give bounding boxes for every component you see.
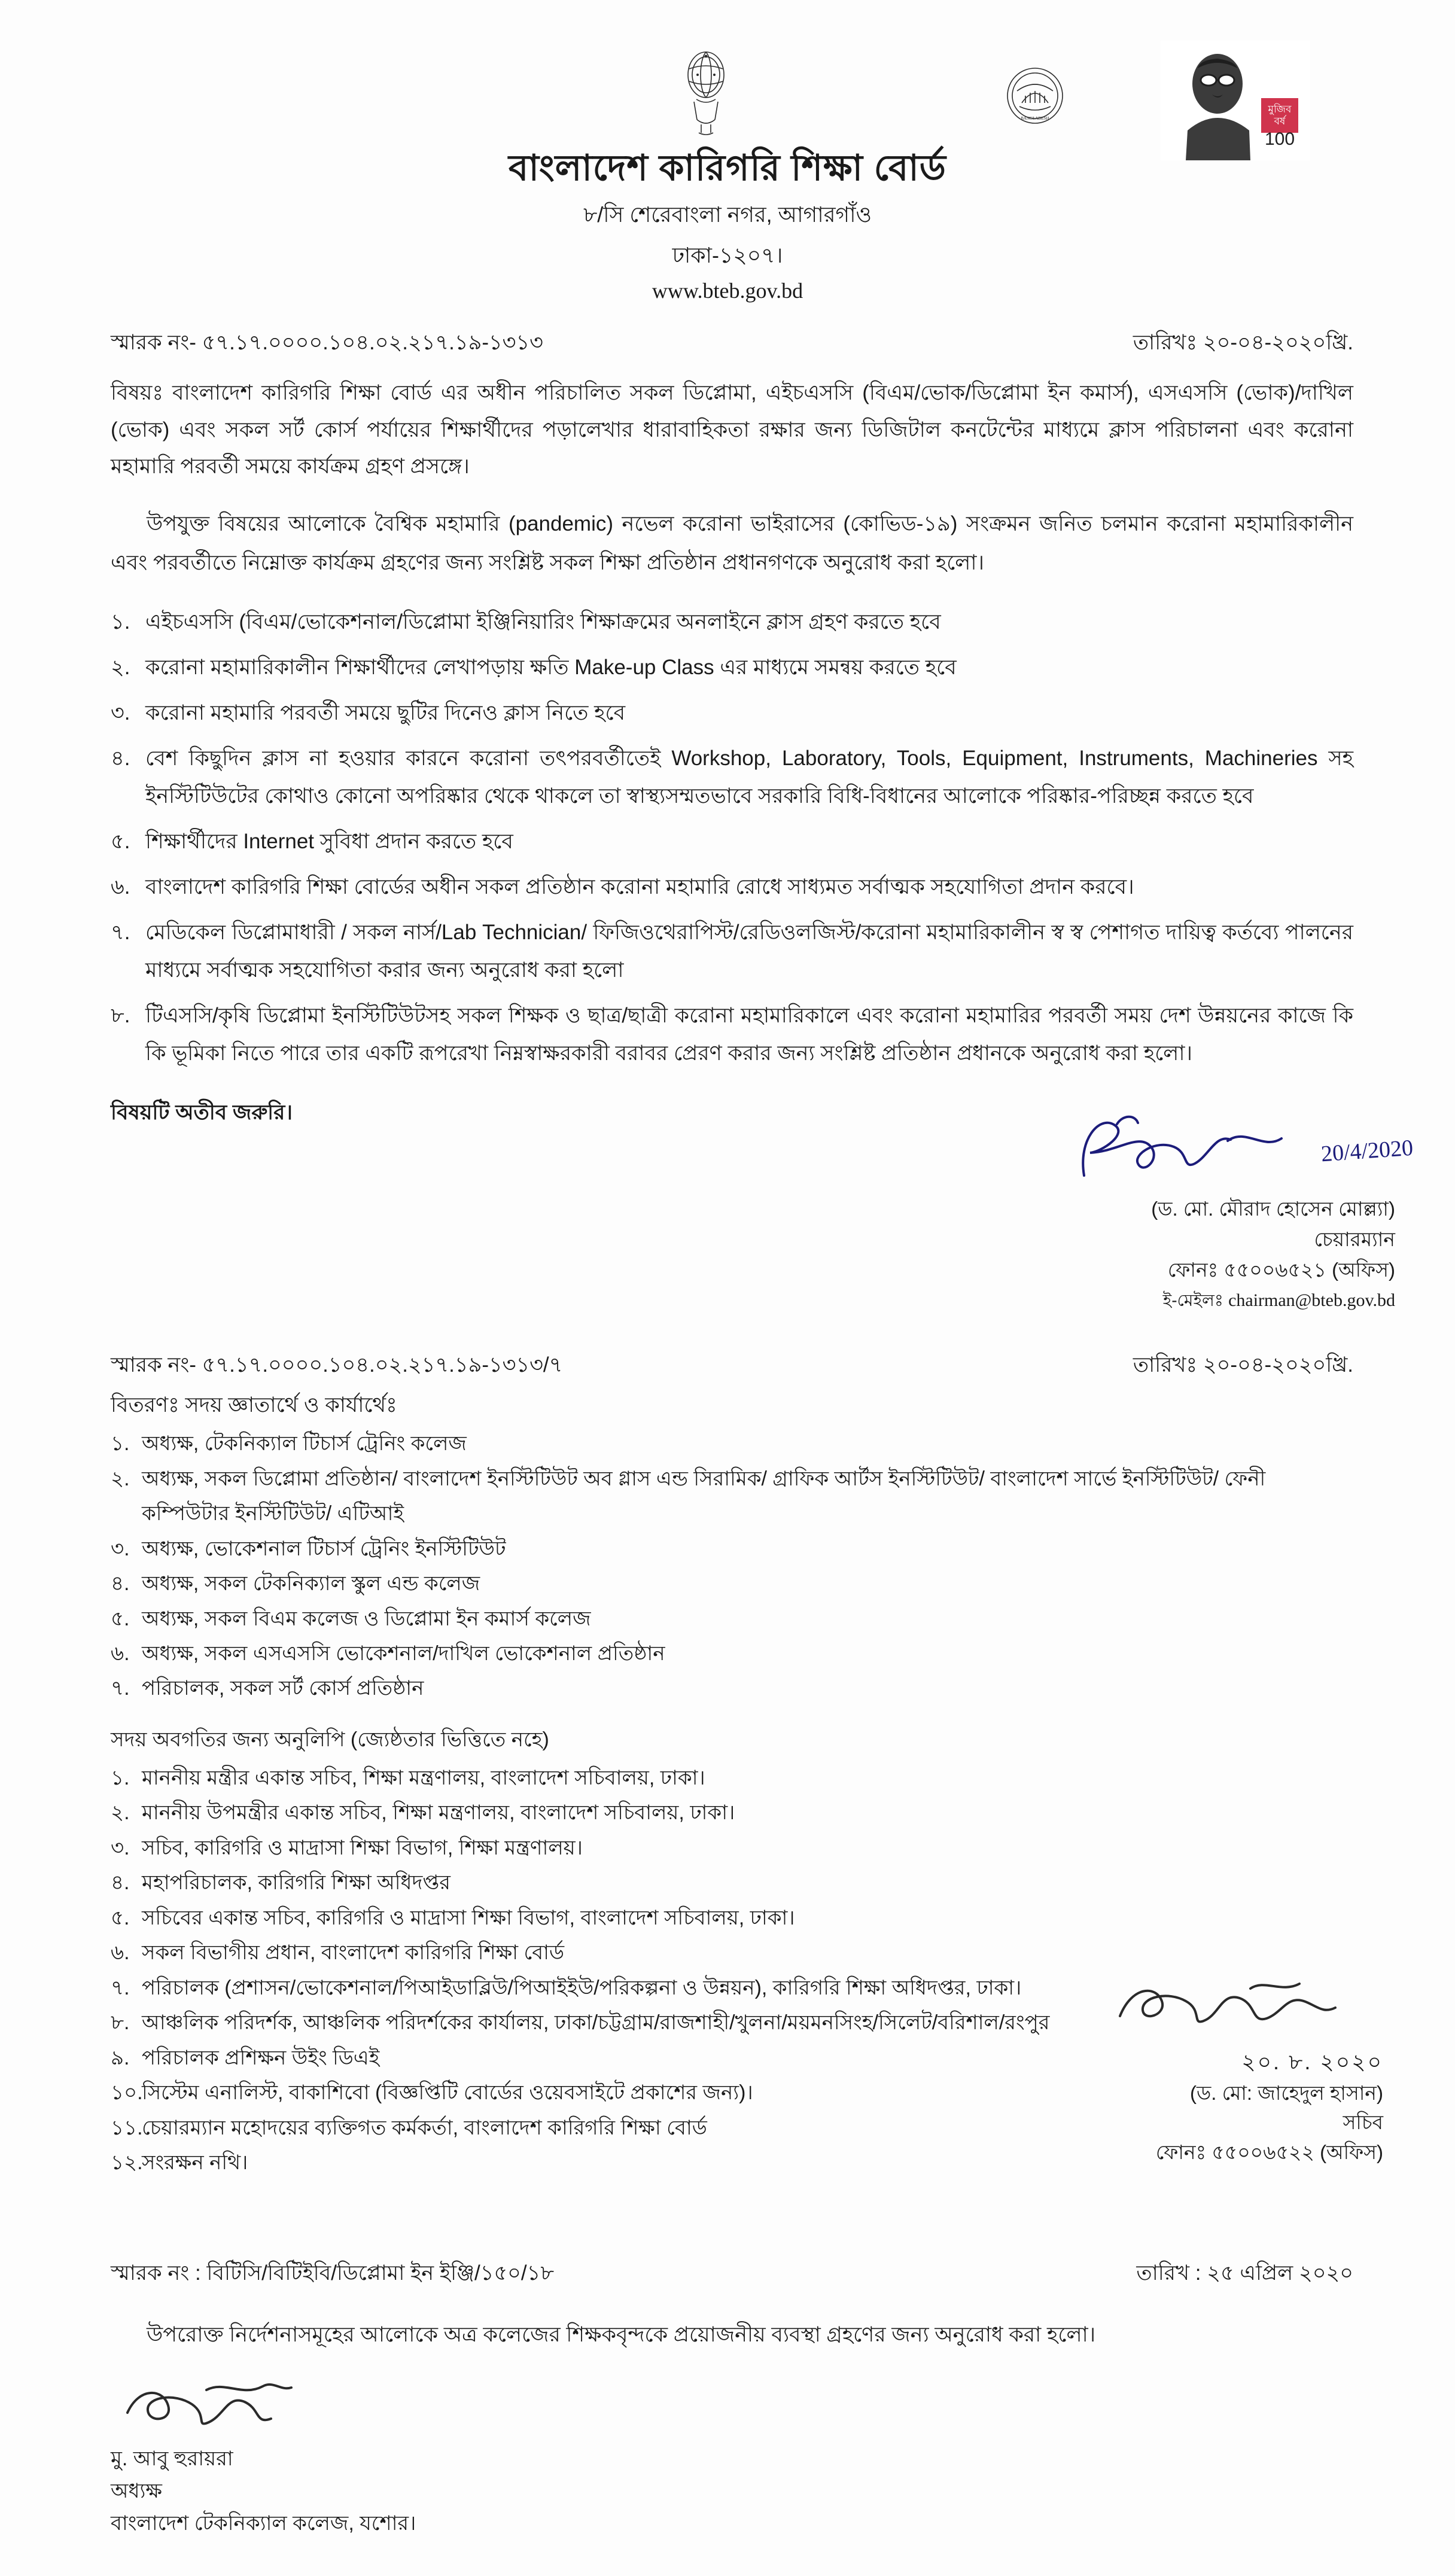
list-item-text: বেশ কিছুদিন ক্লাস না হওয়ার কারনে করোনা তৎপরবর্তীতেই Workshop, Laboratory, Tools, Equipment, Instruments, Machineries সহ ইনস্টিটিউটের কোথাও কোনো অপরিষ্কার থেকে থাকলে তা স্বাস্থ্যসম্মতভাবে সরকারি বিধি-বিধানের আলোকে পরিষ্কার-পরিচ্ছন্ন করতে হবে: [145, 746, 1353, 808]
list-item-number: ৯.: [111, 2046, 130, 2069]
list-item-number: ১২.: [111, 2151, 143, 2175]
list-item-number: ৬.: [111, 875, 130, 899]
memo-row-secondary: [0, 1316, 1455, 1384]
list-item-number: ৪.: [111, 1871, 130, 1895]
list-item-number: ১.: [111, 610, 130, 634]
svg-text:BANGLADESH: BANGLADESH: [1021, 116, 1049, 121]
closing-note: উপরোক্ত নির্দেশনাসমূহের আলোকে অত্র কলেজের শিক্ষকবৃন্দকে প্রয়োজনীয় ব্যবস্থা গ্রহণের জন্য অনুরোধ করা হলো।: [147, 2323, 1096, 2347]
list-item-text: করোনা মহামারি পরবর্তী সময়ে ছুটির দিনেও ক্লাস নিতে হবে: [145, 701, 626, 724]
principal-designation: অধ্যক্ষ: [111, 2479, 162, 2502]
chairman-email[interactable]: chairman@bteb.gov.bd: [1228, 1290, 1395, 1311]
list-item: [111, 1461, 1353, 1531]
list-item-text: মাননীয় উপমন্ত্রীর একান্ত সচিব, শিক্ষা মন্ত্রণালয়, বাংলাদেশ সচিবালয়, ঢাকা।: [142, 1801, 735, 1825]
chairman-signature-icon: [0, 1128, 1395, 1193]
svg-text:বর্ষ: বর্ষ: [1274, 115, 1286, 127]
list-item-text: মেডিকেল ডিপ্লোমাধারী / সকল নার্স/Lab Technician/ ফিজিওথেরাপিস্ট/রেডিওলজিস্ট/করোনা মহামারিকালীন স্ব স্ব পেশাগত দায়িত্ব কর্তব্যে পালনের মাধ্যমে সর্বাত্মক সহযোগিতা করার জন্য অনুরোধ করা হলো: [145, 920, 1353, 982]
secretary-phone: ফোনঃ ৫৫০০৬৫২২ (অফিস): [1155, 2140, 1383, 2163]
secretary-name: (ড. মো: জাহেদুল হাসান): [1190, 2081, 1383, 2104]
memo-row-college: [0, 2167, 1455, 2292]
urgency-note: বিষয়টি অতীব জরুরি।: [111, 1100, 293, 1124]
list-item: [111, 739, 1353, 815]
distribution-list: [111, 1426, 1353, 1706]
principal-name: মু. আবু হুরায়রা: [111, 2447, 233, 2470]
list-item-text: আঞ্চলিক পরিদর্শক, আঞ্চলিক পরিদর্শকের কার্যালয়, ঢাকা/চট্টগ্রাম/রাজশাহী/খুলনা/ময়মনসিংহ/সিলেট/বরিশাল/রংপুর: [142, 2011, 1050, 2035]
page-bottom-spacer: [0, 2540, 1455, 2576]
list-item: [111, 1531, 1353, 1566]
principal-institute: বাংলাদেশ টেকনিক্যাল কলেজ, যশোর।: [111, 2512, 416, 2535]
list-item-number: ৫.: [111, 1906, 130, 1929]
memo-number-college: স্মারক নং : বিটিসি/বিটিইবি/ডিপ্লোমা ইন ইঞ্জি/১৫০/১৮: [111, 2261, 555, 2285]
list-item-number: ৭.: [111, 1677, 130, 1700]
list-item-text: করোনা মহামারিকালীন শিক্ষার্থীদের লেখাপড়ায় ক্ষতি Make-up Class এর মাধ্যমে সমন্বয় করতে হবে: [145, 655, 957, 679]
list-item-text: সংরক্ষন নথি।: [142, 2151, 248, 2175]
principal-signature-block: [0, 2353, 1455, 2540]
organization-name: বাংলাদেশ কারিগরি শিক্ষা বোর্ড: [509, 148, 946, 188]
chairman-handwritten-date: 20/4/2020: [1320, 1135, 1414, 1167]
list-item: [111, 1636, 1353, 1671]
list-item-number: ৭.: [111, 920, 130, 944]
list-item: [111, 1935, 1353, 1970]
list-item-text: পরিচালক প্রশিক্ষন উইং ডিএই: [142, 2046, 380, 2069]
principal-details: [111, 2443, 1455, 2540]
list-item-text: অধ্যক্ষ, টেকনিক্যাল টিচার্স ট্রেনিং কলেজ: [142, 1432, 467, 1456]
list-item-number: ১০.: [111, 2081, 143, 2105]
organization-website[interactable]: www.bteb.gov.bd: [652, 279, 803, 303]
list-item-number: ৬.: [111, 1941, 130, 1965]
list-item: [111, 1426, 1353, 1461]
list-item-text: এইচএসসি (বিএম/ভোকেশনাল/ডিপ্লোমা ইঞ্জিনিয়ারিং শিক্ষাক্রমের অনলাইনে ক্লাস গ্রহণ করতে হবে: [145, 610, 941, 634]
document-header: [0, 24, 1455, 303]
memo-date-secondary: তারিখঃ ২০-০৪-২০২০খ্রি.: [1133, 1353, 1353, 1377]
list-item-text: শিক্ষার্থীদের Internet সুবিধা প্রদান করতে হবে: [145, 829, 513, 853]
list-item: [111, 694, 1353, 732]
list-item: [111, 1566, 1353, 1601]
secretary-signature-icon: [0, 1983, 1383, 2046]
list-item: [111, 1865, 1353, 1900]
list-item-text: চেয়ারম্যান মহোদয়ের ব্যক্তিগত কর্মকর্তা, বাংলাদেশ কারিগরি শিক্ষা বোর্ড: [142, 2116, 707, 2139]
list-item: [111, 1601, 1353, 1636]
list-item-text: মহাপরিচালক, কারিগরি শিক্ষা অধিদপ্তর: [142, 1871, 450, 1895]
list-item-text: টিএসসি/কৃষি ডিপ্লোমা ইনস্টিটিউটসহ সকল শিক্ষক ও ছাত্র/ছাত্রী করোনা মহামারিকালে এবং করোনা মহামারির পরবর্তী সময় দেশ উন্নয়নের কাজে কি কি ভূমিকা নিতে পারে তার একটি রূপরেখা নিম্নস্বাক্ষরকারী বরাবর প্রেরণ করার জন্য সংশ্লিষ্ট প্রতিষ্ঠান প্রধানকে অনুরোধ করা হলো।: [145, 1003, 1353, 1065]
list-item-text: অধ্যক্ষ, ভোকেশনাল টিচার্স ট্রেনিং ইনস্টিটিউট: [142, 1537, 506, 1560]
list-item: [111, 603, 1353, 641]
document-body: [0, 374, 1455, 1131]
list-item: [111, 1901, 1353, 1935]
memo-row-primary: [0, 303, 1455, 361]
list-item: [111, 1795, 1353, 1830]
chairman-phone: ফোনঃ ৫৫০০৬৫২১ (অফিস): [1167, 1258, 1395, 1281]
list-item-number: ২.: [111, 1467, 130, 1490]
list-item-number: ৩.: [111, 1836, 130, 1859]
list-item-number: ২.: [111, 655, 130, 679]
chairman-name: (ড. মো. মৌরাদ হোসেন মোল্ল্যা): [1151, 1197, 1395, 1220]
list-item-number: ৫.: [111, 1607, 130, 1630]
list-item-number: ৩.: [111, 1537, 130, 1560]
memo-date-college: তারিখ : ২৫ এপ্রিল ২০২০: [1136, 2261, 1353, 2285]
list-item-text: বাংলাদেশ কারিগরি শিক্ষা বোর্ডের অধীন সকল প্রতিষ্ঠান করোনা মহামারি রোধে সাধ্যমত সর্বাত্মক সহযোগিতা প্রদান করবে।: [145, 875, 1134, 899]
list-item-number: ৩.: [111, 701, 130, 724]
principal-signature-icon: [111, 2371, 1455, 2443]
list-item-text: সিস্টেম এনালিস্ট, বাকাশিবো (বিজ্ঞপ্তিটি বোর্ডের ওয়েবসাইটে প্রকাশের জন্য)।: [142, 2081, 753, 2105]
intro-paragraph: উপযুক্ত বিষয়ের আলোকে বৈশ্বিক মহামারি (pandemic) নভেল করোনা ভাইরাসের (কোভিড-১৯) সংক্রমন জনিত চলমান করোনা মহামারিকালীন এবং পরবর্তীতে নিম্নোক্ত কার্যক্রম গ্রহণের জন্য সংশ্লিষ্ট সকল শিক্ষা প্রতিষ্ঠান প্রধানগণকে অনুরোধ করা হলো।: [111, 512, 1353, 574]
secretary-designation: সচিব: [1343, 2111, 1383, 2134]
secretary-handwritten-date: ২০. ৮. ২০২০: [1241, 2049, 1383, 2074]
list-item-number: ৬.: [111, 1642, 130, 1665]
list-item-number: ১১.: [111, 2116, 143, 2139]
svg-text:মুজিব: মুজিব: [1268, 103, 1292, 115]
memo-number-primary: স্মারক নং- ৫৭.১৭.০০০০.১০৪.০২.২১৭.১৯-১৩১৩: [111, 331, 543, 355]
list-item: [111, 648, 1353, 686]
list-item-text: অধ্যক্ষ, সকল বিএম কলেজ ও ডিপ্লোমা ইন কমার্স কলেজ: [142, 1607, 591, 1630]
list-item: [111, 997, 1353, 1072]
list-item: [111, 823, 1353, 860]
list-item: [111, 1831, 1353, 1865]
svg-text:100: 100: [1264, 129, 1295, 149]
instruction-list: [111, 603, 1353, 1072]
govt-bangladesh-seal-icon: [999, 60, 1071, 132]
subject-line: বিষয়ঃ বাংলাদেশ কারিগরি শিক্ষা বোর্ড এর অধীন পরিচালিত সকল ডিপ্লোমা, এইচএসসি (বিএম/ভোক/ডিপ্লোমা ইন কমার্স), এসএসসি (ভোক)/দাখিল (ভোক) এবং সকল সর্ট কোর্স পর্যায়ের শিক্ষার্থীদের পড়ালেখার ধারাবাহিকতা রক্ষার জন্য ডিজিটাল কনটেন্টের মাধ্যমে ক্লাস পরিচালনা এবং করোনা মহামারি পরবর্তী সময়ে কার্যক্রম গ্রহণ প্রসঙ্গে।: [111, 381, 1353, 478]
bteb-monogram-seal-icon: [670, 42, 742, 138]
copies-heading: সদয় অবগতির জন্য অনুলিপি (জ্যেষ্ঠতার ভিত্তিতে নহে): [111, 1728, 549, 1751]
list-item-number: ৫.: [111, 829, 130, 853]
list-item-text: পরিচালক, সকল সর্ট কোর্স প্রতিষ্ঠান: [142, 1677, 424, 1700]
list-item-text: সচিবের একান্ত সচিব, কারিগরি ও মাদ্রাসা শিক্ষা বিভাগ, বাংলাদেশ সচিবালয়, ঢাকা।: [142, 1906, 795, 1929]
list-item: [111, 914, 1353, 989]
list-item-number: ৭.: [111, 1976, 130, 1999]
list-item-number: ৪.: [111, 1572, 130, 1595]
organization-address-line-1: ৮/সি শেরেবাংলা নগর, আগারগাঁও: [583, 202, 872, 227]
list-item: [111, 868, 1353, 906]
distribution-heading: বিতরণঃ সদয় জ্ঞাতার্থে ও কার্যার্থেঃ: [111, 1393, 397, 1417]
list-item-number: ১.: [111, 1432, 130, 1456]
chairman-email-label: ই-মেইলঃ: [1162, 1291, 1223, 1310]
list-item-text: সকল বিভাগীয় প্রধান, বাংলাদেশ কারিগরি শিক্ষা বোর্ড: [142, 1941, 565, 1965]
list-item-text: অধ্যক্ষ, সকল ডিপ্লোমা প্রতিষ্ঠান/ বাংলাদেশ ইনস্টিটিউট অব গ্লাস এন্ড সিরামিক/ গ্রাফিক আর্টস ইনস্টিটিউট/ বাংলাদেশ সার্ভে ইনস্টিটিউট/ ফেনী কম্পিউটার ইনস্টিটিউট/ এটিআই: [142, 1467, 1266, 1525]
list-item-text: অধ্যক্ষ, সকল টেকনিক্যাল স্কুল এন্ড কলেজ: [142, 1572, 480, 1595]
chairman-designation: চেয়ারম্যান: [1314, 1228, 1395, 1250]
list-item-text: পরিচালক (প্রশাসন/ভোকেশনাল/পিআইডাব্লিউ/পিআইইউ/পরিকল্পনা ও উন্নয়ন), কারিগরি শিক্ষা অধিদপ্তর, ঢাকা।: [142, 1976, 1022, 1999]
list-item-number: ১.: [111, 1766, 130, 1789]
list-item: [111, 1761, 1353, 1795]
list-item-number: ৮.: [111, 1003, 130, 1027]
list-item-text: মাননীয় মন্ত্রীর একান্ত সচিব, শিক্ষা মন্ত্রণালয়, বাংলাদেশ সচিবালয়, ঢাকা।: [142, 1766, 705, 1789]
list-item-text: সচিব, কারিগরি ও মাদ্রাসা শিক্ষা বিভাগ, শিক্ষা মন্ত্রণালয়।: [142, 1836, 583, 1859]
mujib-borsho-logo-icon: [1161, 41, 1310, 160]
memo-date-primary: তারিখঃ ২০-০৪-২০২০খ্রি.: [1133, 331, 1353, 355]
list-item-number: ৪.: [111, 746, 130, 770]
organization-address-line-2: ঢাকা-১২০৭।: [672, 243, 783, 268]
chairman-signature-block: [0, 1128, 1455, 1316]
list-item-number: ২.: [111, 1801, 130, 1825]
chairman-email-row: [0, 1285, 1395, 1316]
memo-number-secondary: স্মারক নং- ৫৭.১৭.০০০০.১০৪.০২.২১৭.১৯-১৩১৩/৭: [111, 1353, 563, 1377]
list-item-text: অধ্যক্ষ, সকল এসএসসি ভোকেশনাল/দাখিল ভোকেশনাল প্রতিষ্ঠান: [142, 1642, 665, 1665]
list-item-number: ৮.: [111, 2011, 130, 2035]
list-item: [111, 1671, 1353, 1706]
secretary-signature-block: [0, 1983, 1455, 2167]
